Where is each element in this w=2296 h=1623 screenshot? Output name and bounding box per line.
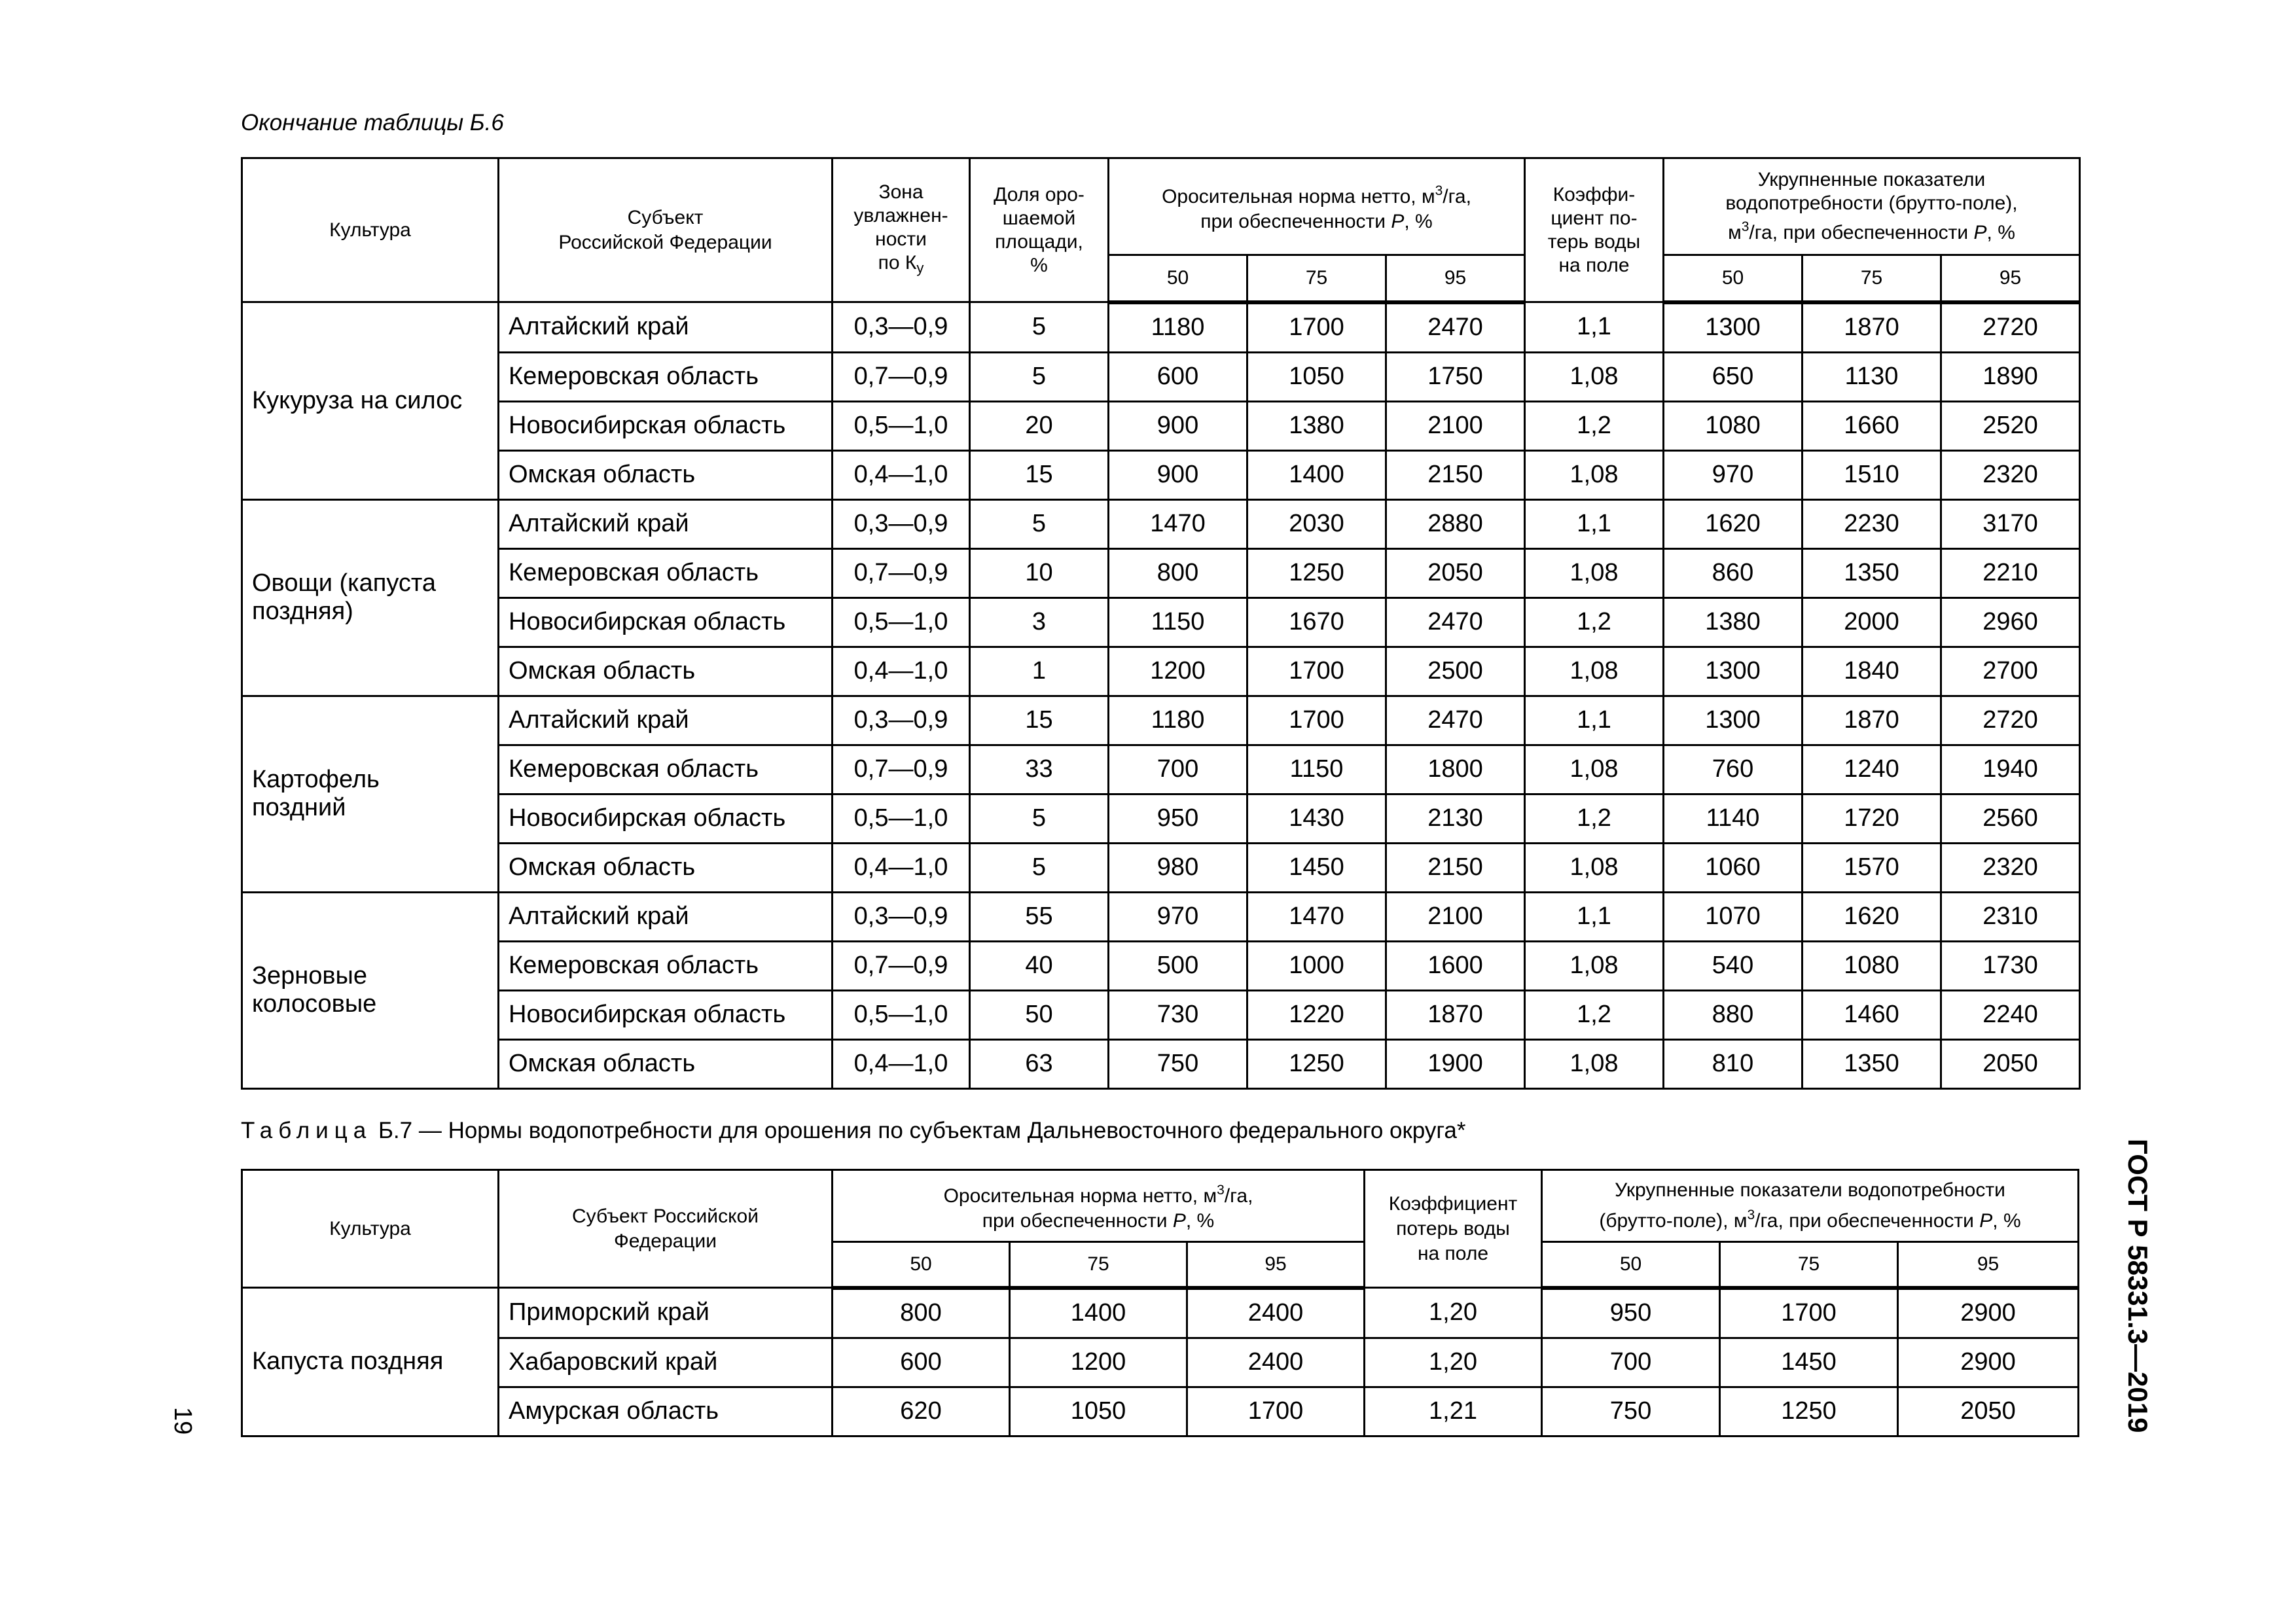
cell-n75: 1430: [1247, 794, 1386, 843]
cell-a75: 1840: [1803, 647, 1941, 696]
cell-subject: Хабаровский край: [499, 1338, 833, 1387]
cell-a95: 2900: [1898, 1288, 2079, 1338]
cell-n95: 2100: [1386, 401, 1525, 450]
cell-a75: 1130: [1803, 352, 1941, 401]
cell-a95: 2310: [1941, 892, 2080, 941]
cell-a50: 860: [1664, 548, 1803, 597]
cell-a95: 1730: [1941, 941, 2080, 990]
cell-zone: 0,7—0,9: [833, 548, 970, 597]
cell-coef: 1,08: [1525, 450, 1664, 499]
cell-n75: 1400: [1247, 450, 1386, 499]
table-continuation-caption: Окончание таблицы Б.6: [241, 110, 504, 135]
cell-a95: 2210: [1941, 548, 2080, 597]
cell-n50: 620: [833, 1387, 1010, 1436]
cell-a50: 650: [1664, 352, 1803, 401]
cell-coef: 1,1: [1525, 696, 1664, 745]
cell-zone: 0,5—1,0: [833, 597, 970, 647]
cell-subject: Омская область: [499, 843, 833, 892]
cell-a95: 2320: [1941, 450, 2080, 499]
cell-share: 15: [970, 450, 1109, 499]
header-net-p75: 75: [1247, 255, 1386, 302]
cell-n75: 1400: [1010, 1288, 1187, 1338]
cell-n95: 2500: [1386, 647, 1525, 696]
cell-n50: 600: [833, 1338, 1010, 1387]
cell-n75: 2030: [1247, 499, 1386, 548]
cell-share: 63: [970, 1039, 1109, 1088]
cell-zone: 0,5—1,0: [833, 990, 970, 1039]
cell-zone: 0,7—0,9: [833, 352, 970, 401]
cell-n75: 1150: [1247, 745, 1386, 794]
cell-a75: 2000: [1803, 597, 1941, 647]
table-b7: [241, 1169, 2079, 1437]
cell-coef: 1,08: [1525, 941, 1664, 990]
cell-a75: 2230: [1803, 499, 1941, 548]
cell-a95: 3170: [1941, 499, 2080, 548]
cell-coef: 1,08: [1525, 1039, 1664, 1088]
header-agg-p95: 95: [1898, 1242, 2079, 1288]
cell-n95: 2470: [1386, 696, 1525, 745]
cell-subject: Кемеровская область: [499, 941, 833, 990]
cell-share: 1: [970, 647, 1109, 696]
cell-coef: 1,2: [1525, 401, 1664, 450]
cell-n95: 2150: [1386, 843, 1525, 892]
header-share: Доля оро- шаемой площади, %: [970, 158, 1109, 302]
cell-n50: 970: [1109, 892, 1247, 941]
cell-zone: 0,3—0,9: [833, 302, 970, 353]
culture-cell: Картофель поздний: [242, 696, 499, 892]
header-culture: Культура: [242, 1170, 499, 1288]
culture-cell: Кукуруза на силос: [242, 302, 499, 500]
cell-share: 5: [970, 794, 1109, 843]
cell-n75: 1050: [1010, 1387, 1187, 1436]
cell-n75: 1050: [1247, 352, 1386, 401]
cell-n95: 2150: [1386, 450, 1525, 499]
cell-share: 40: [970, 941, 1109, 990]
table-row: [242, 745, 2080, 794]
cell-a75: 1870: [1803, 302, 1941, 353]
cell-a75: 1460: [1803, 990, 1941, 1039]
table-row: [242, 450, 2080, 499]
table-row: [242, 647, 2080, 696]
header-net-p75: 75: [1010, 1242, 1187, 1288]
cell-share: 5: [970, 843, 1109, 892]
cell-a95: 1890: [1941, 352, 2080, 401]
document-standard-title: ГОСТ Р 58331.3—2019: [2123, 1139, 2153, 1433]
table-row: [242, 352, 2080, 401]
cell-a95: 2720: [1941, 696, 2080, 745]
cell-subject: Кемеровская область: [499, 352, 833, 401]
cell-subject: Приморский край: [499, 1288, 833, 1338]
cell-a50: 950: [1542, 1288, 1720, 1338]
cell-n95: 2130: [1386, 794, 1525, 843]
cell-n50: 950: [1109, 794, 1247, 843]
table-row: [242, 499, 2080, 548]
cell-a75: 1700: [1720, 1288, 1898, 1338]
cell-a95: 2700: [1941, 647, 2080, 696]
cell-n75: 1250: [1247, 1039, 1386, 1088]
cell-a50: 540: [1664, 941, 1803, 990]
cell-n95: 2470: [1386, 597, 1525, 647]
cell-subject: Алтайский край: [499, 499, 833, 548]
cell-n75: 1200: [1010, 1338, 1187, 1387]
cell-n75: 1470: [1247, 892, 1386, 941]
cell-a95: 2050: [1898, 1387, 2079, 1436]
cell-a50: 1080: [1664, 401, 1803, 450]
cell-n95: 1800: [1386, 745, 1525, 794]
cell-n95: 2400: [1187, 1288, 1365, 1338]
cell-n95: 2880: [1386, 499, 1525, 548]
header-net-p50: 50: [1109, 255, 1247, 302]
cell-n75: 1250: [1247, 548, 1386, 597]
cell-share: 50: [970, 990, 1109, 1039]
header-net-norm: Оросительная норма нетто, $м^3/га$, при обеспеченности P, %: [833, 1170, 1365, 1242]
header-subject: Субъект Российской Федерации: [499, 1170, 833, 1288]
cell-subject: Алтайский край: [499, 302, 833, 353]
cell-n50: 1150: [1109, 597, 1247, 647]
cell-a75: 1660: [1803, 401, 1941, 450]
cell-subject: Алтайский край: [499, 892, 833, 941]
cell-coef: 1,1: [1525, 892, 1664, 941]
cell-n75: 1670: [1247, 597, 1386, 647]
cell-n95: 1870: [1386, 990, 1525, 1039]
cell-n95: 2400: [1187, 1338, 1365, 1387]
page-number: 19: [169, 1407, 196, 1435]
cell-subject: Новосибирская область: [499, 990, 833, 1039]
table-row: [242, 548, 2080, 597]
table-row: [242, 892, 2080, 941]
cell-a95: 2900: [1898, 1338, 2079, 1387]
table-b7-caption: Таблица Б.7 — Нормы водопотребности для орошения по субъектам Дальневосточного федерального округа*: [241, 1118, 1466, 1143]
cell-a50: 1140: [1664, 794, 1803, 843]
cell-a75: 1870: [1803, 696, 1941, 745]
cell-zone: 0,4—1,0: [833, 843, 970, 892]
cell-n50: 750: [1109, 1039, 1247, 1088]
cell-a75: 1720: [1803, 794, 1941, 843]
cell-zone: 0,4—1,0: [833, 647, 970, 696]
cell-a50: 1380: [1664, 597, 1803, 647]
cell-a95: 2520: [1941, 401, 2080, 450]
cell-a50: 1060: [1664, 843, 1803, 892]
cell-coef: 1,08: [1525, 352, 1664, 401]
header-agg-p75: 75: [1803, 255, 1941, 302]
cell-n50: 500: [1109, 941, 1247, 990]
cell-coef: 1,08: [1525, 548, 1664, 597]
header-agg-p50: 50: [1664, 255, 1803, 302]
cell-n50: 600: [1109, 352, 1247, 401]
header-subject: Субъект Российской Федерации: [499, 158, 833, 302]
table-row: [242, 597, 2080, 647]
culture-cell: Овощи (капуста поздняя): [242, 499, 499, 696]
header-zone: Зона увлажнен- ности по $К_у$: [833, 158, 970, 302]
cell-n95: 2100: [1386, 892, 1525, 941]
cell-n50: 1180: [1109, 696, 1247, 745]
cell-coef: 1,20: [1365, 1288, 1542, 1338]
cell-n95: 1700: [1187, 1387, 1365, 1436]
table-row: [242, 990, 2080, 1039]
cell-a50: 750: [1542, 1387, 1720, 1436]
cell-coef: 1,21: [1365, 1387, 1542, 1436]
cell-a75: 1570: [1803, 843, 1941, 892]
cell-n75: 1380: [1247, 401, 1386, 450]
cell-n75: 1450: [1247, 843, 1386, 892]
cell-a50: 1300: [1664, 302, 1803, 353]
header-loss-coef: Коэффи- циент по- терь воды на поле: [1525, 158, 1664, 302]
table-row: [242, 1387, 2079, 1436]
table-row: [242, 1338, 2079, 1387]
cell-zone: 0,5—1,0: [833, 794, 970, 843]
cell-n50: 800: [833, 1288, 1010, 1338]
cell-coef: 1,1: [1525, 499, 1664, 548]
cell-subject: Кемеровская область: [499, 745, 833, 794]
cell-share: 20: [970, 401, 1109, 450]
cell-n75: 1700: [1247, 302, 1386, 353]
cell-n50: 800: [1109, 548, 1247, 597]
cell-subject: Новосибирская область: [499, 597, 833, 647]
cell-subject: Новосибирская область: [499, 401, 833, 450]
table-row: [242, 1288, 2079, 1338]
cell-coef: 1,1: [1525, 302, 1664, 353]
cell-zone: 0,7—0,9: [833, 745, 970, 794]
cell-zone: 0,3—0,9: [833, 892, 970, 941]
cell-share: 3: [970, 597, 1109, 647]
cell-a75: 1240: [1803, 745, 1941, 794]
cell-subject: Омская область: [499, 1039, 833, 1088]
cell-share: 15: [970, 696, 1109, 745]
cell-a50: 1300: [1664, 696, 1803, 745]
cell-subject: Новосибирская область: [499, 794, 833, 843]
cell-a95: 1940: [1941, 745, 2080, 794]
cell-zone: 0,3—0,9: [833, 499, 970, 548]
cell-n95: 2470: [1386, 302, 1525, 353]
header-agg-p50: 50: [1542, 1242, 1720, 1288]
cell-a50: 1070: [1664, 892, 1803, 941]
cell-subject: Алтайский край: [499, 696, 833, 745]
cell-a95: 2560: [1941, 794, 2080, 843]
cell-zone: 0,4—1,0: [833, 450, 970, 499]
table-row: [242, 302, 2080, 353]
cell-subject: Амурская область: [499, 1387, 833, 1436]
cell-a50: 970: [1664, 450, 1803, 499]
cell-a75: 1620: [1803, 892, 1941, 941]
cell-coef: 1,2: [1525, 794, 1664, 843]
cell-n50: 980: [1109, 843, 1247, 892]
header-aggregate: Укрупненные показатели водопотребности (брутто-поле), $м^3/га$, при обеспеченности P, %: [1542, 1170, 2079, 1242]
cell-a75: 1350: [1803, 548, 1941, 597]
header-aggregate: Укрупненные показатели водопотребности (брутто-поле), $м^3/га$, при обеспеченности P, %: [1664, 158, 2080, 255]
cell-zone: 0,7—0,9: [833, 941, 970, 990]
header-culture: Культура: [242, 158, 499, 302]
cell-n95: 1750: [1386, 352, 1525, 401]
cell-a50: 760: [1664, 745, 1803, 794]
cell-n75: 1220: [1247, 990, 1386, 1039]
cell-share: 5: [970, 499, 1109, 548]
cell-subject: Омская область: [499, 647, 833, 696]
cell-zone: 0,4—1,0: [833, 1039, 970, 1088]
cell-n95: 2050: [1386, 548, 1525, 597]
cell-n75: 1700: [1247, 696, 1386, 745]
cell-share: 5: [970, 302, 1109, 353]
cell-a50: 1300: [1664, 647, 1803, 696]
cell-n50: 1200: [1109, 647, 1247, 696]
cell-a75: 1350: [1803, 1039, 1941, 1088]
cell-n75: 1700: [1247, 647, 1386, 696]
cell-a75: 1250: [1720, 1387, 1898, 1436]
cell-a75: 1510: [1803, 450, 1941, 499]
cell-a50: 700: [1542, 1338, 1720, 1387]
header-net-p95: 95: [1386, 255, 1525, 302]
header-agg-p75: 75: [1720, 1242, 1898, 1288]
cell-a50: 810: [1664, 1039, 1803, 1088]
cell-a75: 1080: [1803, 941, 1941, 990]
header-net-norm: Оросительная норма нетто, $м^3/га$, при обеспеченности P, %: [1109, 158, 1525, 255]
cell-share: 5: [970, 352, 1109, 401]
cell-n95: 1900: [1386, 1039, 1525, 1088]
cell-a95: 2720: [1941, 302, 2080, 353]
cell-n50: 1470: [1109, 499, 1247, 548]
table-row: [242, 843, 2080, 892]
cell-a95: 2240: [1941, 990, 2080, 1039]
table-b6-end: [241, 157, 2081, 1090]
header-net-p50: 50: [833, 1242, 1010, 1288]
cell-a75: 1450: [1720, 1338, 1898, 1387]
culture-cell: Капуста поздняя: [242, 1288, 499, 1436]
cell-a95: 2960: [1941, 597, 2080, 647]
cell-n50: 900: [1109, 401, 1247, 450]
cell-share: 55: [970, 892, 1109, 941]
header-agg-p95: 95: [1941, 255, 2080, 302]
cell-subject: Кемеровская область: [499, 548, 833, 597]
table-row: [242, 696, 2080, 745]
culture-cell: Зерновые колосовые: [242, 892, 499, 1088]
cell-a50: 880: [1664, 990, 1803, 1039]
cell-subject: Омская область: [499, 450, 833, 499]
cell-n50: 700: [1109, 745, 1247, 794]
table-row: [242, 794, 2080, 843]
cell-share: 10: [970, 548, 1109, 597]
table-row: [242, 941, 2080, 990]
cell-n50: 1180: [1109, 302, 1247, 353]
cell-a95: 2050: [1941, 1039, 2080, 1088]
cell-coef: 1,08: [1525, 647, 1664, 696]
cell-n50: 900: [1109, 450, 1247, 499]
table-row: [242, 401, 2080, 450]
cell-n50: 730: [1109, 990, 1247, 1039]
cell-coef: 1,2: [1525, 597, 1664, 647]
cell-coef: 1,2: [1525, 990, 1664, 1039]
cell-zone: 0,3—0,9: [833, 696, 970, 745]
cell-a95: 2320: [1941, 843, 2080, 892]
cell-n95: 1600: [1386, 941, 1525, 990]
cell-coef: 1,20: [1365, 1338, 1542, 1387]
header-net-p95: 95: [1187, 1242, 1365, 1288]
cell-zone: 0,5—1,0: [833, 401, 970, 450]
header-loss-coef: Коэффициент потерь воды на поле: [1365, 1170, 1542, 1288]
cell-coef: 1,08: [1525, 843, 1664, 892]
table-row: [242, 1039, 2080, 1088]
cell-n75: 1000: [1247, 941, 1386, 990]
cell-a50: 1620: [1664, 499, 1803, 548]
cell-coef: 1,08: [1525, 745, 1664, 794]
cell-share: 33: [970, 745, 1109, 794]
